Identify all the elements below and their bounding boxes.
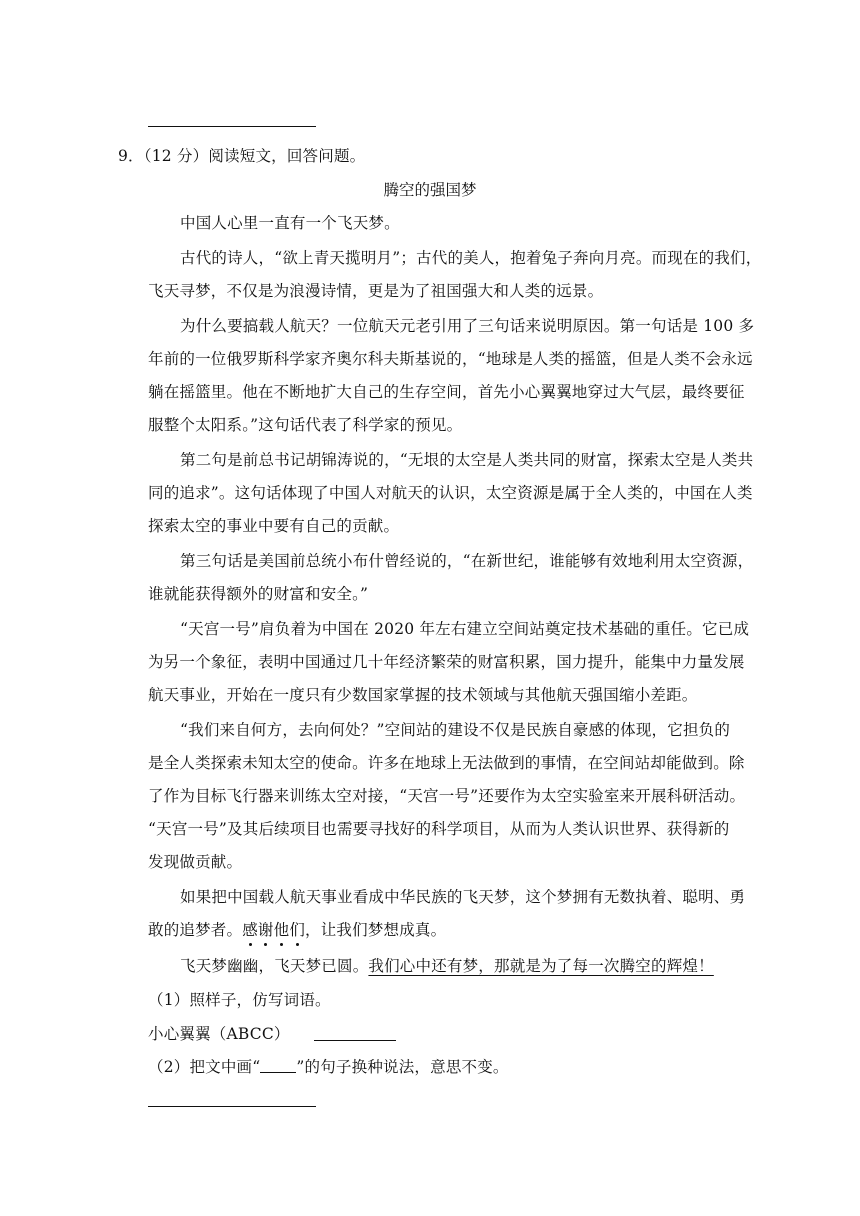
- underlined-sentence: 我们心中还有梦，那就是为了每一次腾空的辉煌！: [368, 957, 714, 975]
- dotted-char: 他: [273, 921, 290, 939]
- previous-answer-line[interactable]: [148, 126, 316, 127]
- prompt-text: ”的句子换种说法，意思不变。: [296, 1058, 509, 1076]
- dotted-char: 感: [242, 921, 258, 939]
- passage-text: 敢的追梦者。: [148, 921, 243, 939]
- prompt-text: （2）把文中画“: [148, 1058, 261, 1076]
- subquestion-2-prompt: [148, 1057, 728, 1077]
- passage-line: 航天事业，开始在一度只有少数国家掌握的技术领域与其他航天强国缩小差距。: [148, 686, 698, 704]
- answer-blank[interactable]: [314, 1026, 396, 1041]
- dotted-char: 们: [289, 921, 306, 939]
- passage-line: “我们来自何方，去向何处？”空间站的建设不仅是民族自豪感的体现，它担负的: [180, 721, 731, 739]
- passage-line: 发现做贡献。: [148, 853, 243, 871]
- example-word: 小心翼翼（ABCC）: [148, 1025, 290, 1043]
- passage-line: 古代的诗人，“欲上青天揽明月”；古代的美人，抱着兔子奔向月亮。而现在的我们，: [180, 249, 762, 267]
- passage-line: 为另一个象征，表明中国通过几十年经济繁荣的财富积累，国力提升，能集中力量发展: [148, 653, 745, 671]
- passage-line: 探索太空的事业中要有自己的贡献。: [148, 517, 400, 535]
- passage-line-with-dots: [148, 920, 728, 940]
- passage-line: 中国人心里一直有一个飞天梦。: [180, 214, 400, 232]
- inline-underline-mark: [260, 1060, 296, 1073]
- passage-line: 飞天寻梦，不仅是为浪漫诗情，更是为了祖国强大和人类的远景。: [148, 282, 604, 300]
- subquestion-2-answer-line[interactable]: [148, 1106, 316, 1107]
- passage-line: 同的追求”。这句话体现了中国人对航天的认识，太空资源是属于全人类的，中国在人类: [148, 484, 753, 502]
- dotted-char: 谢: [257, 921, 274, 939]
- passage-line-underlined: [180, 956, 728, 976]
- passage-text: 飞天梦幽幽，飞天梦已圆。: [180, 957, 369, 975]
- passage-line: 谁就能获得额外的财富和安全。”: [148, 585, 369, 603]
- question-header: 9．（12 分）阅读短文，回答问题。: [118, 147, 366, 165]
- passage-line: “天宫一号”肩负着为中国在 2020 年左右建立空间站奠定技术基础的重任。它已成: [180, 620, 750, 638]
- passage-line: 第二句是前总书记胡锦涛说的，“无垠的太空是人类共同的财富，探索太空是人类共: [180, 451, 754, 469]
- passage-line: 如果把中国载人航天事业看成中华民族的飞天梦，这个梦拥有无数执着、聪明、勇: [180, 888, 746, 906]
- passage-line: 是全人类探索未知太空的使命。许多在地球上无法做到的事情，在空间站却能做到。除: [148, 754, 745, 772]
- subquestion-1-example: [148, 1024, 728, 1044]
- passage-line: 年前的一位俄罗斯科学家齐奥尔科夫斯基说的，“地球是人类的摇篮，但是人类不会永远: [148, 350, 753, 368]
- passage-line: “天宫一号”及其后续项目也需要寻找好的科学项目，从而为人类认识世界、获得新的: [148, 820, 730, 838]
- passage-title: 腾空的强国梦: [383, 181, 477, 199]
- passage-line: 为什么要搞载人航天？一位航天元老引用了三句话来说明原因。第一句话是 100 多: [180, 317, 755, 335]
- passage-text: ，让我们梦想成真。: [305, 921, 447, 939]
- passage-line: 了作为目标飞行器来训练太空对接，“天宫一号”还要作为太空实验室来开展科研活动。: [148, 787, 746, 805]
- subquestion-1-prompt: （1）照样子，仿写词语。: [148, 991, 331, 1009]
- passage-line: 第三句话是美国前总统小布什曾经说的，“在新世纪，谁能够有效地利用太空资源，: [180, 552, 754, 570]
- passage-line: 服整个太阳系。”这句话代表了科学家的预见。: [148, 416, 463, 434]
- passage-line: 躺在摇篮里。他在不断地扩大自己的生存空间，首先小心翼翼地穿过大气层，最终要征: [148, 383, 745, 401]
